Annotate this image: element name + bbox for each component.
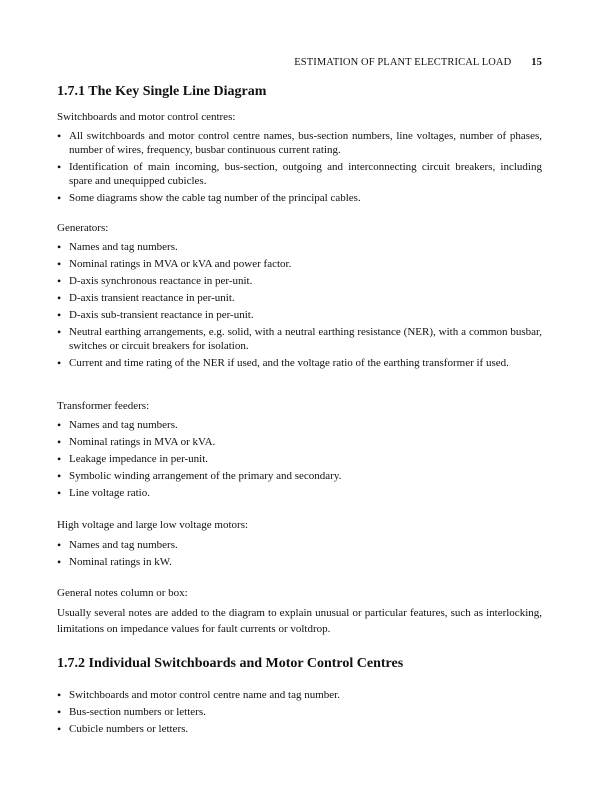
switchboard-detail-list — [57, 688, 542, 739]
list-item: • Leakage impedance in per-unit. — [57, 452, 542, 466]
list-item: • Neutral earthing arrangements, e.g. solid, with a neutral earthing resistance (NER), with a common busbar, switches or circuit breakers for isolation. — [57, 325, 542, 353]
switchboards-list — [57, 129, 542, 208]
section-heading-1-7-2: 1.7.2 Individual Switchboards and Motor Control Centres — [57, 656, 404, 671]
generators-list — [57, 240, 542, 373]
list-item: • D-axis sub-transient reactance in per-unit. — [57, 308, 542, 322]
list-item: • Cubicle numbers or letters. — [57, 722, 542, 736]
list-item: • Names and tag numbers. — [57, 240, 542, 254]
list-item: • Names and tag numbers. — [57, 538, 542, 552]
list-item: • Identification of main incoming, bus-section, outgoing and interconnecting circuit breakers, including spare and unequipped cubicles. — [57, 160, 542, 188]
list-item: • Nominal ratings in kW. — [57, 555, 542, 569]
list-item: • Nominal ratings in MVA or kVA. — [57, 435, 542, 449]
generators-intro: Generators: — [57, 222, 109, 234]
motors-list — [57, 538, 542, 572]
running-title: ESTIMATION OF PLANT ELECTRICAL LOAD — [294, 57, 512, 68]
motors-intro: High voltage and large low voltage motors: — [57, 519, 249, 531]
list-item: • Symbolic winding arrangement of the primary and secondary. — [57, 469, 542, 483]
section-heading-1-7-1: 1.7.1 The Key Single Line Diagram — [57, 84, 267, 99]
list-item: • Nominal ratings in MVA or kVA and power factor. — [57, 257, 542, 271]
running-header — [294, 57, 542, 68]
list-item: • Current and time rating of the NER if used, and the voltage ratio of the earthing transformer if used. — [57, 356, 542, 370]
list-item: • D-axis transient reactance in per-unit. — [57, 291, 542, 305]
list-item: • Names and tag numbers. — [57, 418, 542, 432]
transformers-list — [57, 418, 542, 503]
page-number: 15 — [531, 57, 542, 68]
list-item: • D-axis synchronous reactance in per-unit. — [57, 274, 542, 288]
list-item: • Line voltage ratio. — [57, 486, 542, 500]
list-item: • All switchboards and motor control centre names, bus-section numbers, line voltages, number of phases, number of wires, frequency, busbar continuous current rating. — [57, 129, 542, 157]
notes-intro: General notes column or box: — [57, 587, 188, 599]
switchboards-intro: Switchboards and motor control centres: — [57, 111, 236, 123]
list-item: • Bus-section numbers or letters. — [57, 705, 542, 719]
transformers-intro: Transformer feeders: — [57, 400, 150, 412]
list-item: • Switchboards and motor control centre name and tag number. — [57, 688, 542, 702]
list-item: • Some diagrams show the cable tag number of the principal cables. — [57, 191, 542, 205]
notes-body: Usually several notes are added to the diagram to explain unusual or particular features, such as interlocking, limitations on impedance values for fault currents or voltdrop. — [57, 607, 542, 635]
